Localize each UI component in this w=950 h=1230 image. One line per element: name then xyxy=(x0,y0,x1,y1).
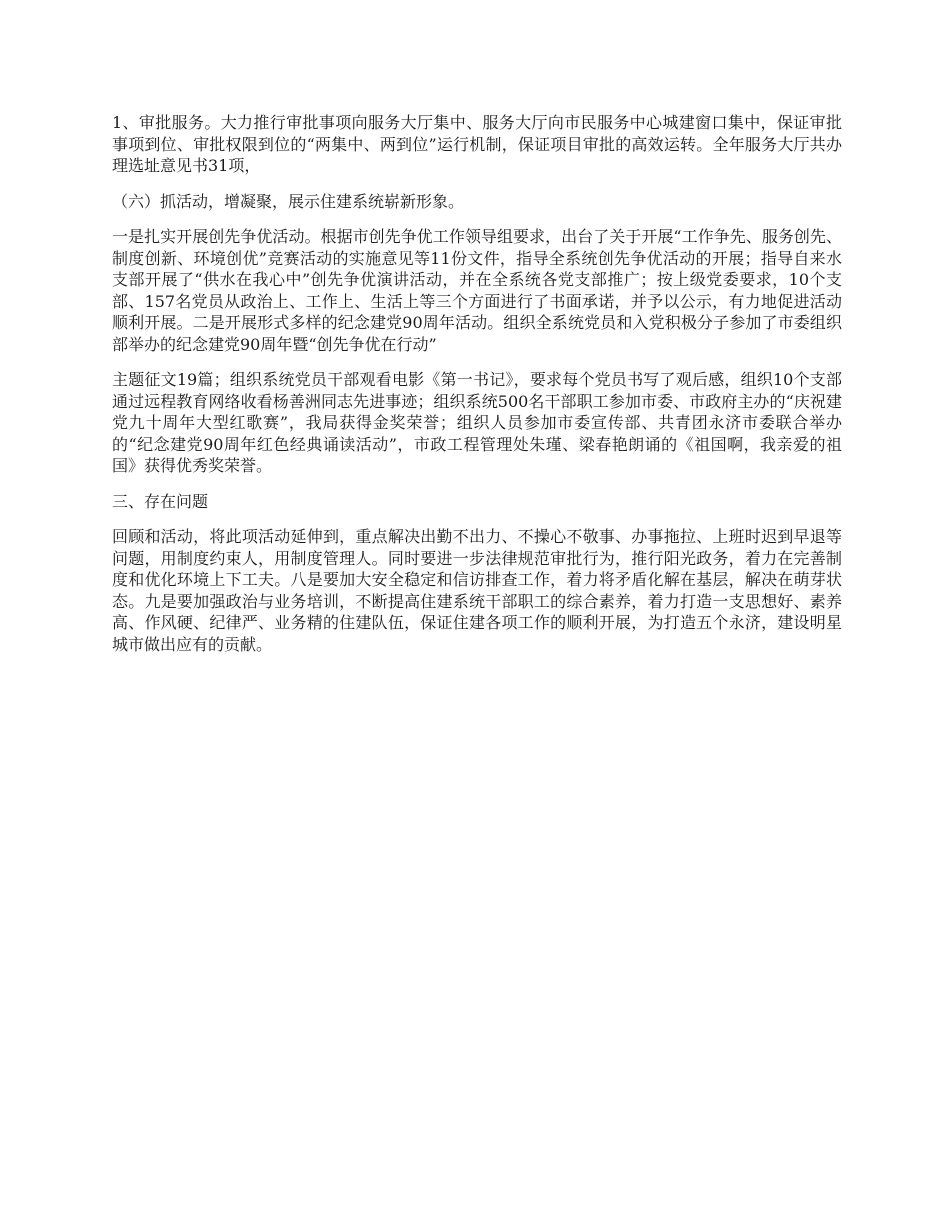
paragraph-review-and-plans: 回顾和活动，将此项活动延伸到，重点解决出勤不出力、不操心不敬事、办事拖拉、上班时迟到早退等问题，用制度约束人，用制度管理人。同时要进一步法律规范审批行为，推行阳光政务，着力在完善制度和优化环境上下工夫。八是要加大安全稳定和信访排查工作，着力将矛盾化解在基层，解决在萌芽状态。九是要加强政治与业务培训，不断提高住建系统干部职工的综合素养，着力打造一支思想好、素养高、作风硬、纪律严、业务精的住建队伍，保证住建各项工作的顺利开展，为打造五个永济，建设明星城市做出应有的贡献。 xyxy=(112,527,842,654)
section-heading-activities: （六）抓活动，增凝聚，展示住建系统崭新形象。 xyxy=(112,191,465,211)
document-page xyxy=(112,112,842,669)
paragraph-excellence-campaign: 一是扎实开展创先争优活动。根据市创先争优工作领导组要求，出台了关于开展“工作争先、服务创先、制度创新、环境创优”竞赛活动的实施意见等11份文件，指导全系统创先争优活动的开展；指导自来水支部开展了“供水在我心中”创先争优演讲活动，并在全系统各党支部推广；按上级党委要求，10个支部、157名党员从政治上、工作上、生活上等三个方面进行了书面承诺，并予以公示，有力地促进活动顺利开展。二是开展形式多样的纪念建党90周年活动。组织全系统党员和入党积极分子参加了市委组织部举办的纪念建党90周年暨“创先争优在行动” xyxy=(112,227,842,354)
section-heading-problems: 三、存在问题 xyxy=(112,491,209,511)
paragraph-approval-service: 1、审批服务。大力推行审批事项向服务大厅集中、服务大厅向市民服务中心城建窗口集中，保证审批事项到位、审批权限到位的“两集中、两到位”运行机制，保证项目审批的高效运转。全年服务大厅共办理选址意见书31项， xyxy=(112,113,842,175)
paragraph-essay-and-events: 主题征文19篇；组织系统党员干部观看电影《第一书记》，要求每个党员书写了观后感，组织10个支部通过远程教育网络收看杨善洲同志先进事迹；组织系统500名干部职工参加市委、市政府主办的“庆祝建党九十周年大型红歌赛”，我局获得金奖荣誉；组织人员参加市委宣传部、共青团永济市委联合举办的“纪念建党90周年红色经典诵读活动”，市政工程管理处朱瑾、梁春艳朗诵的《祖国啊，我亲爱的祖国》获得优秀奖荣誉。 xyxy=(112,370,842,475)
